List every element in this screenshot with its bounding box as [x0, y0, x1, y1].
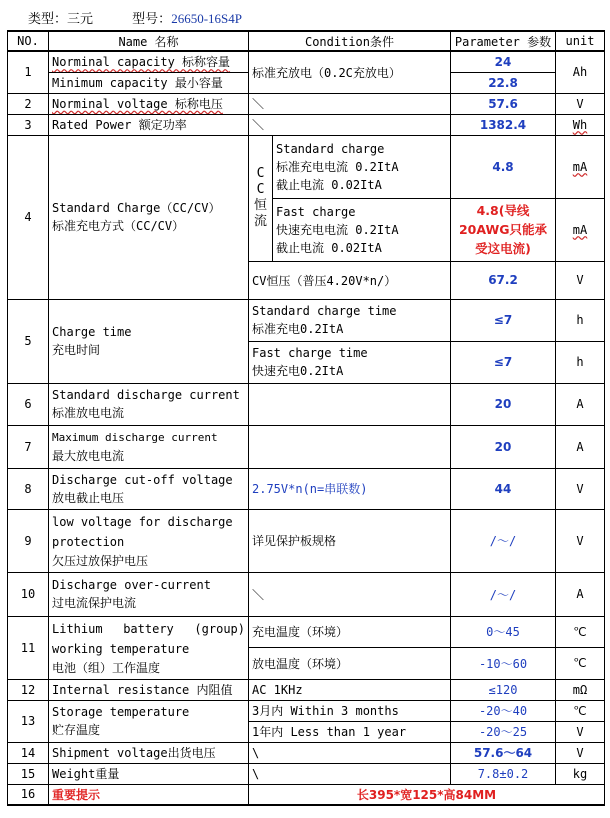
name-cell — [49, 468, 249, 509]
type-value: 三元 — [67, 12, 94, 27]
parameter-cell: -20～25 — [451, 721, 556, 742]
table-row — [8, 51, 605, 72]
condition-cell — [273, 135, 451, 198]
name-cell — [49, 135, 249, 299]
unit-cell: A — [556, 425, 605, 468]
condition-cell — [249, 383, 451, 425]
unit-cell: h — [556, 299, 605, 341]
name-cell — [49, 299, 249, 383]
name-cn: 欠压过放保护电压 — [52, 553, 149, 568]
condition-cell: 3月内 Within 3 months — [249, 700, 451, 721]
condition-cell: 2.75V*n(n=串联数) — [249, 468, 451, 509]
parameter-cell: ≤7 — [451, 341, 556, 383]
condition-cutoff: 截止电流 0.02ItA — [276, 240, 382, 255]
name-cn: 标准充电方式（CC/CV） — [52, 219, 185, 233]
table-row — [8, 93, 605, 114]
condition-cell — [273, 198, 451, 261]
name-cell: Minimum capacity 最小容量 — [49, 72, 249, 93]
name-cell: Internal resistance 内阻值 — [49, 679, 249, 700]
condition-en: Fast charge time — [252, 346, 368, 360]
name-cell — [49, 425, 249, 468]
row-no: 11 — [8, 616, 49, 679]
row-no: 12 — [8, 679, 49, 700]
type-label: 类型： — [28, 12, 68, 27]
name-cell: Weight重量 — [49, 763, 249, 784]
parameter-cell: 57.6～64 — [451, 742, 556, 763]
cc-char: C — [256, 182, 265, 197]
name-cell — [49, 509, 249, 572]
row-no: 8 — [8, 468, 49, 509]
header-row — [8, 31, 605, 51]
parameter-cell: -10～60 — [451, 647, 556, 679]
row-no: 13 — [8, 700, 49, 742]
unit-cell: ℃ — [556, 616, 605, 647]
table-row — [8, 383, 605, 425]
name-cell: 重要提示 — [49, 784, 249, 805]
unit-cell: ℃ — [556, 700, 605, 721]
name-en: Standard Charge（CC/CV） — [52, 201, 221, 215]
table-row — [8, 468, 605, 509]
parameter-cell: 4.8(导线20AWG只能承受这电流) — [451, 198, 556, 261]
name-cn: 标准放电电流 — [52, 406, 125, 420]
table-row — [8, 742, 605, 763]
row-no: 2 — [8, 93, 49, 114]
col-name: Name 名称 — [49, 31, 249, 51]
condition-cell: ＼ — [249, 114, 451, 135]
name-cell: Shipment voltage出货电压 — [49, 742, 249, 763]
row-no: 4 — [8, 135, 49, 299]
table-row — [8, 299, 605, 341]
row-no: 3 — [8, 114, 49, 135]
unit-cell: Wh — [556, 114, 605, 135]
name-cn: 过电流保护电流 — [52, 596, 137, 610]
condition-cell: AC 1KHz — [249, 679, 451, 700]
name-en: Maximum discharge current — [52, 430, 218, 444]
condition-en: Standard charge — [276, 141, 385, 156]
row-no: 10 — [8, 572, 49, 616]
table-row — [8, 509, 605, 572]
parameter-cell: ≤120 — [451, 679, 556, 700]
parameter-cell: ≤7 — [451, 299, 556, 341]
row-no: 1 — [8, 51, 49, 93]
table-row — [8, 425, 605, 468]
name-cn: 充电时间 — [52, 343, 101, 357]
name-en: Charge time — [52, 325, 132, 339]
parameter-cell: 57.6 — [451, 93, 556, 114]
condition-cell: 标准充放电（0.2C充放电） — [249, 51, 451, 93]
condition-cn: 快速充电0.2ItA — [252, 364, 344, 378]
cc-label — [249, 135, 273, 261]
unit-cell: mA — [556, 135, 605, 198]
spec-table — [7, 30, 605, 806]
unit-cell: V — [556, 509, 605, 572]
parameter-cell: 44 — [451, 468, 556, 509]
row-no: 9 — [8, 509, 49, 572]
unit-cell: V — [556, 468, 605, 509]
model-label: 型号： — [132, 12, 172, 27]
parameter-cell: 22.8 — [451, 72, 556, 93]
cc-char: C — [256, 166, 265, 181]
col-parameter: Parameter 参数 — [451, 31, 556, 51]
parameter-cell: /～/ — [451, 509, 556, 572]
col-unit: unit — [556, 31, 605, 51]
unit-cell: mA — [556, 198, 605, 261]
parameter-cell: 1382.4 — [451, 114, 556, 135]
condition-cell — [249, 299, 451, 341]
unit-cell: h — [556, 341, 605, 383]
parameter-cell: 7.8±0.2 — [451, 763, 556, 784]
condition-cell: 充电温度（环境） — [249, 616, 451, 647]
cc-char: 流 — [253, 214, 267, 229]
unit-cell: kg — [556, 763, 605, 784]
name-cell — [49, 383, 249, 425]
parameter-cell: 67.2 — [451, 261, 556, 299]
name-cell: Norminal capacity 标称容量 — [49, 51, 249, 72]
condition-cutoff: 截止电流 0.02ItA — [276, 177, 382, 192]
condition-cell: 放电温度（环境） — [249, 647, 451, 679]
important-note: 长395*宽125*高84MM — [249, 784, 605, 805]
condition-cell: \ — [249, 742, 451, 763]
table-row — [8, 763, 605, 784]
table-row — [8, 135, 605, 198]
condition-cn: 标准充电电流 0.2ItA — [276, 159, 399, 174]
table-row — [8, 114, 605, 135]
name-cn: 放电截止电压 — [52, 490, 125, 505]
unit-cell: V — [556, 93, 605, 114]
unit-cell: V — [556, 261, 605, 299]
table-row — [8, 679, 605, 700]
condition-en: Standard charge time — [252, 304, 397, 318]
condition-cell: 详见保护板规格 — [249, 509, 451, 572]
name-cn: 电池（组）工作温度 — [52, 660, 161, 675]
parameter-cell: /～/ — [451, 572, 556, 616]
name-cell: Norminal voltage 标称电压 — [49, 93, 249, 114]
name-en: Discharge cut-off voltage — [52, 472, 233, 487]
name-cn: 最大放电电流 — [52, 448, 125, 463]
unit-cell: V — [556, 742, 605, 763]
table-row — [8, 616, 605, 647]
table-row — [8, 700, 605, 721]
condition-cell — [249, 425, 451, 468]
name-cell — [49, 700, 249, 742]
table-row — [8, 784, 605, 805]
condition-cell: 1年内 Less than 1 year — [249, 721, 451, 742]
col-no: NO. — [8, 31, 49, 51]
condition-cn: 快速充电电流 0.2ItA — [276, 222, 399, 237]
unit-cell: A — [556, 383, 605, 425]
document-header — [28, 8, 242, 27]
condition-cell — [249, 341, 451, 383]
name-en: low voltage for discharge protection — [52, 514, 233, 549]
parameter-cell: 20 — [451, 425, 556, 468]
condition-cell: CV恒压（普压4.20V*n/） — [249, 261, 451, 299]
parameter-cell: 24 — [451, 51, 556, 72]
condition-cell: ＼ — [249, 93, 451, 114]
unit-cell: mΩ — [556, 679, 605, 700]
row-no: 7 — [8, 425, 49, 468]
table-row — [8, 572, 605, 616]
unit-cell: ℃ — [556, 647, 605, 679]
condition-cell: \ — [249, 763, 451, 784]
parameter-cell: -20～40 — [451, 700, 556, 721]
col-condition: Condition条件 — [249, 31, 451, 51]
row-no: 14 — [8, 742, 49, 763]
condition-en: Fast charge — [276, 204, 356, 219]
unit-cell: Ah — [556, 51, 605, 93]
name-cell — [49, 616, 249, 679]
name-en: Standard discharge current — [52, 388, 240, 402]
parameter-cell: 20 — [451, 383, 556, 425]
row-no: 6 — [8, 383, 49, 425]
parameter-cell: 4.8 — [451, 135, 556, 198]
row-no: 16 — [8, 784, 49, 805]
name-cell: Rated Power 额定功率 — [49, 114, 249, 135]
unit-cell: V — [556, 721, 605, 742]
model-value: 26650-16S4P — [171, 11, 242, 26]
condition-cell: ＼ — [249, 572, 451, 616]
name-en: Discharge over-current — [52, 578, 211, 592]
parameter-cell: 0～45 — [451, 616, 556, 647]
name-cell — [49, 572, 249, 616]
condition-cn: 标准充电0.2ItA — [252, 322, 344, 336]
row-no: 15 — [8, 763, 49, 784]
row-no: 5 — [8, 299, 49, 383]
name-en: Storage temperature — [52, 705, 190, 719]
unit-cell: A — [556, 572, 605, 616]
name-cn: 贮存温度 — [52, 723, 101, 737]
name-en: Lithium battery (group) working temperature — [52, 621, 245, 656]
cc-char: 恒 — [253, 198, 267, 213]
